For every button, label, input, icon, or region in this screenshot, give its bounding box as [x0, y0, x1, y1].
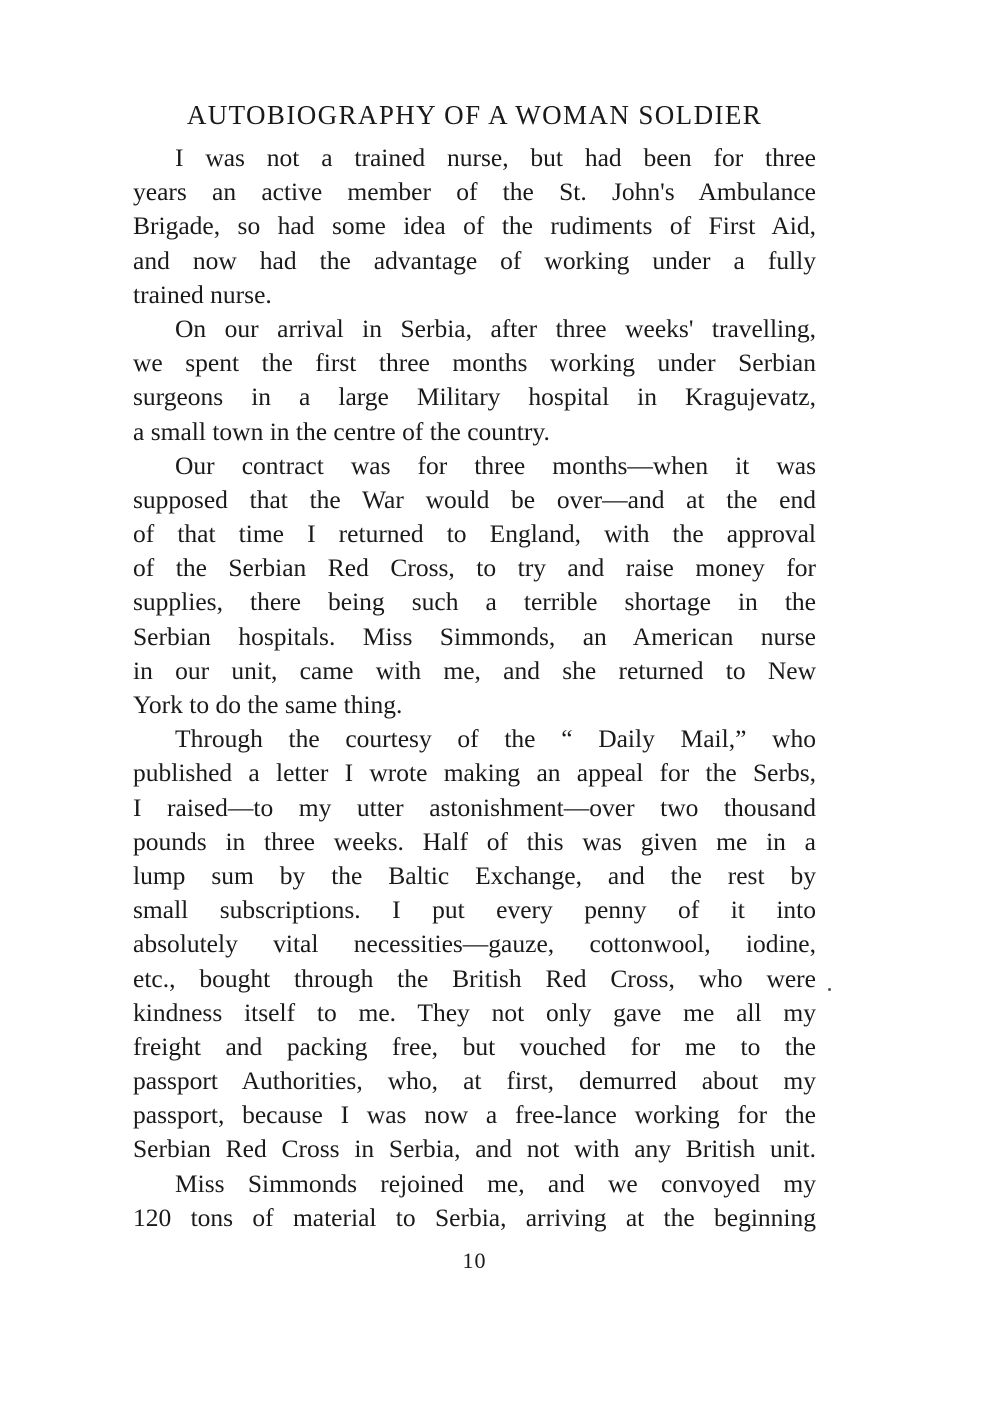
text-line: freight and packing free, but vouched for me to the	[133, 1031, 816, 1061]
text-line: in our unit, came with me, and she returned to New	[133, 655, 816, 685]
text-line: absolutely vital necessities—gauze, cottonwool, iodine,	[133, 929, 816, 959]
text-line: supposed that the War would be over—and at the end	[133, 484, 816, 514]
paragraph-1	[133, 141, 816, 312]
paragraph-5	[133, 1167, 816, 1235]
paragraph-3	[133, 449, 816, 723]
body-text	[133, 141, 816, 1235]
text-line: and now had the advantage of working under a fully	[133, 245, 816, 275]
paragraph-2	[133, 312, 816, 449]
text-line: surgeons in a large Military hospital in Kragujevatz,	[133, 382, 816, 412]
text-line: of the Serbian Red Cross, to try and raise money for	[133, 553, 816, 583]
text-line: small subscriptions. I put every penny of it into	[133, 895, 816, 925]
text-line: Our contract was for three months—when it was	[175, 450, 816, 480]
text-line: Serbian hospitals. Miss Simmonds, an American nurse	[133, 621, 816, 651]
text-line: lump sum by the Baltic Exchange, and the rest by	[133, 860, 816, 890]
text-line: supplies, there being such a terrible shortage in the	[133, 587, 816, 617]
text-line: I raised—to my utter astonishment—over two thousand	[133, 792, 816, 822]
text-line: I was not a trained nurse, but had been for three	[175, 143, 816, 172]
ink-speck	[828, 988, 831, 991]
text-line: Serbian Red Cross in Serbia, and not with any British unit.	[133, 1134, 816, 1164]
text-line: etc., bought through the British Red Cross, who were	[133, 963, 816, 993]
text-line: passport, because I was now a free-lance working for the	[133, 1100, 816, 1130]
text-line: of that time I returned to England, with the approval	[133, 519, 816, 549]
text-line: we spent the first three months working under Serbian	[133, 348, 816, 378]
text-line: kindness itself to me. They not only gave me all my	[133, 997, 816, 1027]
text-line: published a letter I wrote making an appeal for the Serbs,	[133, 758, 816, 788]
text-line: passport Authorities, who, at first, demurred about my	[133, 1066, 816, 1096]
page-number: 10	[462, 1248, 487, 1273]
running-head: AUTOBIOGRAPHY OF A WOMAN SOLDIER	[186, 100, 763, 130]
paragraph-4	[133, 722, 816, 1166]
text-line: Brigade, so had some idea of the rudiments of First Aid,	[133, 211, 816, 241]
text-line: pounds in three weeks. Half of this was given me in a	[133, 826, 816, 856]
text-line: years an active member of the St. John's Ambulance	[133, 177, 816, 207]
text-line: a small town in the centre of the country.	[133, 416, 550, 446]
text-line: On our arrival in Serbia, after three weeks' travelling,	[175, 313, 816, 343]
text-line: Through the courtesy of the “ Daily Mail,” who	[175, 724, 816, 754]
text-line: 120 tons of material to Serbia, arriving at the beginning	[133, 1202, 816, 1232]
text-line: York to do the same thing.	[133, 690, 403, 719]
text-line: Miss Simmonds rejoined me, and we convoyed my	[175, 1168, 816, 1198]
text-line: trained nurse.	[133, 279, 272, 309]
